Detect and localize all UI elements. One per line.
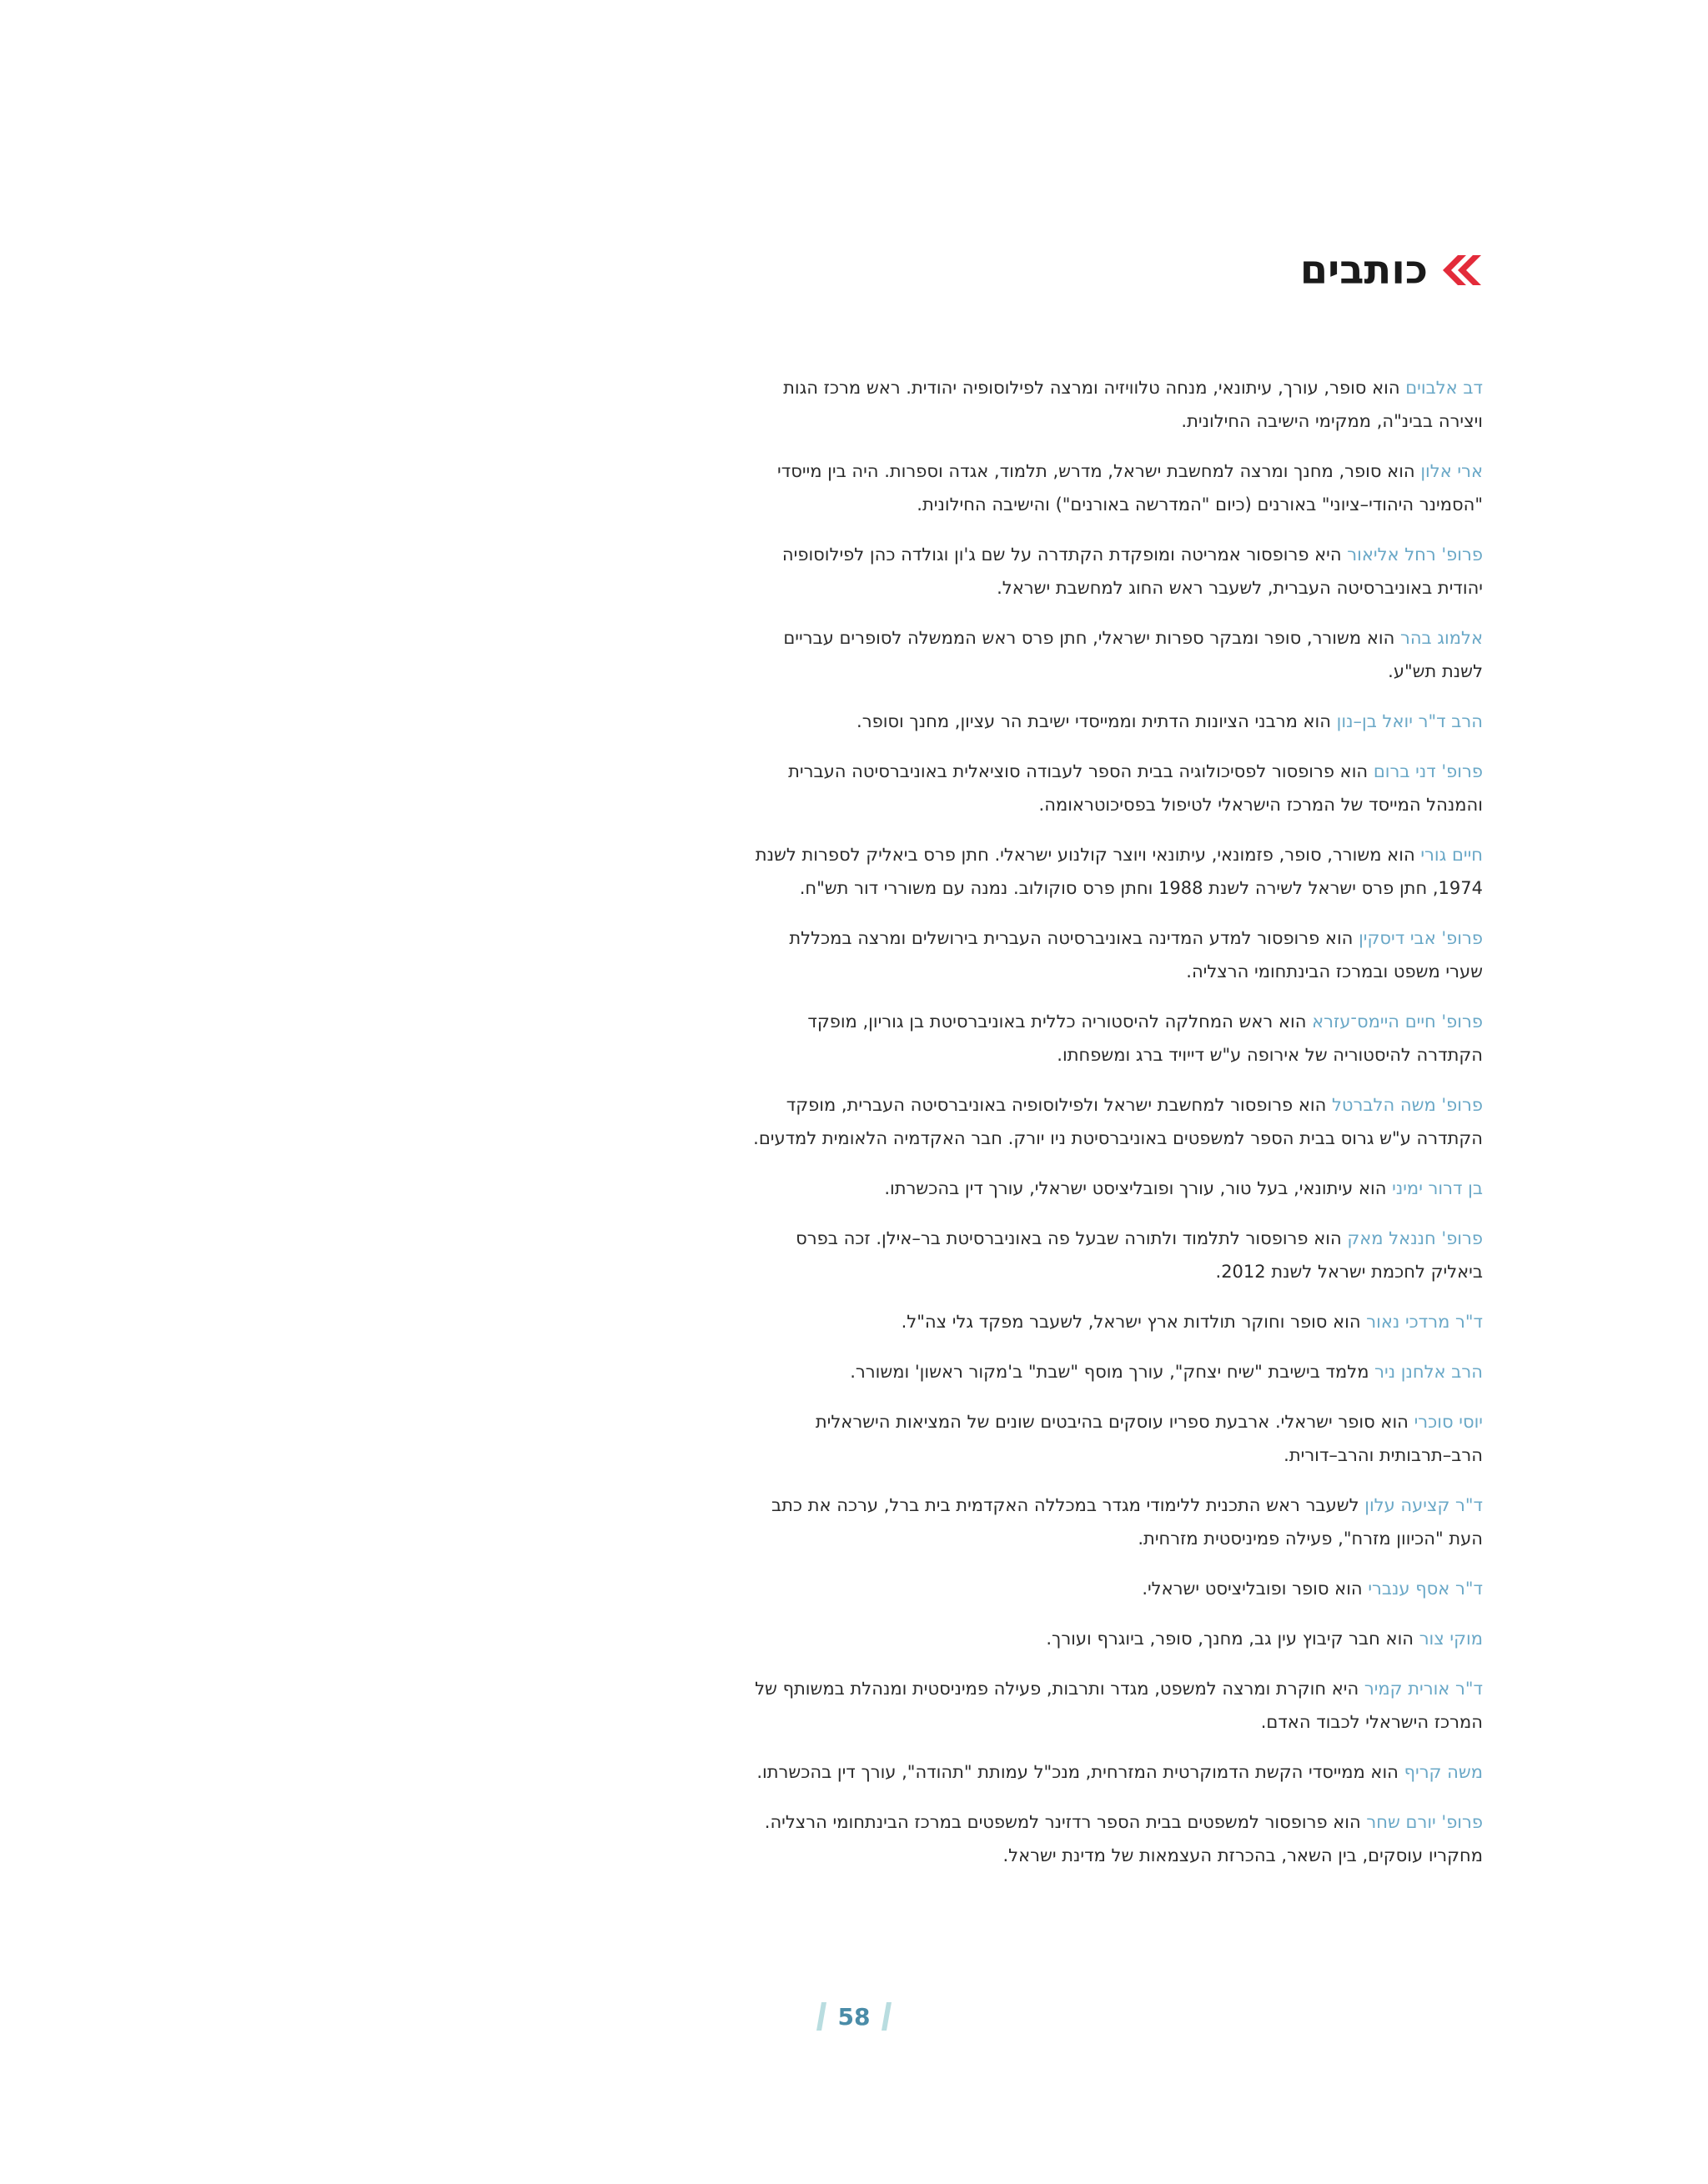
page-number-footer [812,1998,896,2035]
contributor-bio: היא חוקרת ומרצה למשפט, מגדר ותרבות, פעילה פמיניסטית ומנהלת במשותף של המרכז הישראלי לכבוד האדם. [755,1679,1483,1732]
contributor-name: ד"ר אורית קמיר [1364,1679,1483,1699]
contributor-entry [749,371,1483,438]
contributor-entry [749,1222,1483,1288]
contributor-bio: הוא משורר, סופר, פזמונאי, עיתונאי ויוצר קולנוע ישראלי. חתן פרס ביאליק לספרות לשנת 1974, חתן פרס ישראל לשירה לשנת 1988 וחתן פרס סוקולוב. נמנה עם משוררי דור תש"ח. [755,845,1483,898]
slash-decoration-icon [816,2002,826,2031]
contributor-bio: הוא פרופסור למחשבת ישראל ולפילוסופיה באוניברסיטה העברית, מופקד הקתדרה ע"ש גרוס בבית הספר למשפטים באוניברסיטת ניו יורק. חבר האקדמיה הלאומית למדעים. [753,1095,1483,1148]
slash-decoration-icon [882,2002,892,2031]
contributor-bio: לשעבר ראש התכנית ללימודי מגדר במכללה האקדמית בית ברל, ערכה את כתב העת "הכיוון מזרח", פעילה פמיניסטית מזרחית. [771,1495,1483,1549]
contributor-bio: הוא פרופסור לתלמוד ולתורה שבעל פה באוניברסיטת בר–אילן. זכה בפרס ביאליק לחכמת ישראל לשנת 2012. [796,1228,1483,1282]
contributor-entry [749,1305,1483,1338]
contributor-bio: הוא סופר, עורך, עיתונאי, מנחה טלוויזיה ומרצה לפילוסופיה יהודית. ראש מרכז הגות ויצירה בבינ"ה, ממקימי הישיבה החילונית. [783,378,1483,431]
contributor-bio: הוא פרופסור לפסיכולוגיה בבית הספר לעבודה סוציאלית באוניברסיטה העברית והמנהל המייסד של המרכז הישראלי לטיפול בפסיכוטראומה. [788,761,1483,815]
section-heading [1299,247,1483,294]
contributor-bio: הוא סופר ישראלי. ארבעת ספריו עוסקים בהיבטים שונים של המציאות הישראלית הרב–תרבותית והרב–דורית. [815,1412,1483,1465]
contributor-entry [749,1088,1483,1155]
contributor-bio: הוא מרבני הציונות הדתית וממייסדי ישיבת הר עציון, מחנך וסופר. [857,711,1337,731]
contributor-name: דב אלבוים [1405,378,1483,398]
contributor-entry [749,755,1483,821]
contributor-bio: הוא ראש המחלקה להיסטוריה כללית באוניברסיטת בן גוריון, מופקד הקתדרה להיסטוריה של אירופה ע"ש דייויד ברג ומשפחתו. [807,1012,1483,1065]
contributor-bio: היא פרופסור אמריטה ומופקדת הקתדרה על שם ג'ון וגולדה כהן לפילוסופיה יהודית באוניברסיטה העברית, לשעבר ראש החוג למחשבת ישראל. [781,545,1483,598]
contributor-bio: הוא סופר וחוקר תולדות ארץ ישראל, לשעבר מפקד גלי צה"ל. [901,1312,1367,1332]
contributor-entry [749,1005,1483,1072]
contributor-name: ד"ר קציעה עלון [1364,1495,1483,1515]
contributor-name: פרופ' דני ברום [1373,761,1483,781]
contributor-entry [749,621,1483,688]
contributor-bio: הוא סופר, מחנך ומרצה למחשבת ישראל, מדרש, תלמוד, אגדה וספרות. היה בין מייסדי "הסמינר היהודי–ציוני" באורנים (כיום "המדרשה באורנים") והישיבה החילונית. [777,461,1483,515]
contributor-name: מוקי צור [1419,1629,1483,1649]
contributor-name: פרופ' חננאל מאק [1347,1228,1483,1248]
contributor-entry [749,1805,1483,1872]
contributor-bio: הוא עיתונאי, בעל טור, עורך ופובליציסט ישראלי, עורך דין בהכשרתו. [884,1178,1393,1198]
contributor-name: יוסי סוכרי [1414,1412,1483,1432]
contributor-entry [749,705,1483,738]
contributor-bio: הוא סופר ופובליציסט ישראלי. [1142,1579,1369,1599]
contributor-name: חיים גורי [1420,845,1483,865]
contributor-name: ד"ר מרדכי נאור [1366,1312,1483,1332]
page-title: כותבים [1299,247,1428,294]
page-number: 58 [837,2002,871,2031]
contributor-name: בן דרור ימיני [1392,1178,1483,1198]
contributor-name: פרופ' אבי דיסקין [1359,928,1483,948]
contributor-entry [749,921,1483,988]
contributor-name: משה קריף [1404,1762,1483,1782]
contributor-bio: הוא פרופסור למשפטים בבית הספר רדזינר למשפטים במרכז הבינתחומי הרצליה. מחקריו עוסקים, בין השאר, בהכרזת העצמאות של מדינת ישראל. [764,1812,1483,1865]
contributor-name: ארי אלון [1420,461,1483,481]
contributor-entry [749,538,1483,605]
contributor-name: פרופ' יורם שחר [1366,1812,1483,1832]
contributor-entry [749,1172,1483,1205]
contributor-entry [749,1355,1483,1388]
contributor-bio: מלמד בישיבת "שיח יצחק", עורך מוסף "שבת" ב'מקור ראשון' ומשורר. [850,1362,1375,1382]
contributor-name: פרופ' רחל אליאור [1347,545,1483,565]
contributor-name: פרופ' משה הלברטל [1332,1095,1483,1115]
contributor-name: הרב אלחנן ניר [1374,1362,1483,1382]
contributor-bio: הוא פרופסור למדע המדינה באוניברסיטה העברית בירושלים ומרצה במכללת שערי משפט ובמרכז הבינתחומי הרצליה. [789,928,1483,982]
double-chevron-left-icon [1439,254,1483,287]
contributor-bio: הוא ממייסדי הקשת הדמוקרטית המזרחית, מנכ"ל עמותת "תהודה", עורך דין בהכשרתו. [756,1762,1404,1782]
contributor-entry [749,838,1483,905]
contributor-entry [749,454,1483,521]
contributor-name: אלמוג בהר [1399,628,1483,648]
contributor-entry [749,1572,1483,1605]
contributors-list [749,371,1483,1889]
contributor-entry [749,1405,1483,1472]
contributor-entry [749,1489,1483,1555]
contributor-name: הרב ד"ר יואל בן–נון [1336,711,1483,731]
contributor-entry [749,1672,1483,1739]
contributor-name: ד"ר אסף ענברי [1368,1579,1483,1599]
contributor-name: פרופ' חיים היימס־עזרא [1312,1012,1483,1032]
contributor-bio: הוא משורר, סופר ומבקר ספרות ישראלי, חתן פרס ראש הממשלה לסופרים עבריים לשנת תש"ע. [783,628,1483,681]
contributor-bio: הוא חבר קיבוץ עין גב, מחנך, סופר, ביוגרף ועורך. [1046,1629,1419,1649]
contributor-entry [749,1755,1483,1789]
contributor-entry [749,1622,1483,1655]
